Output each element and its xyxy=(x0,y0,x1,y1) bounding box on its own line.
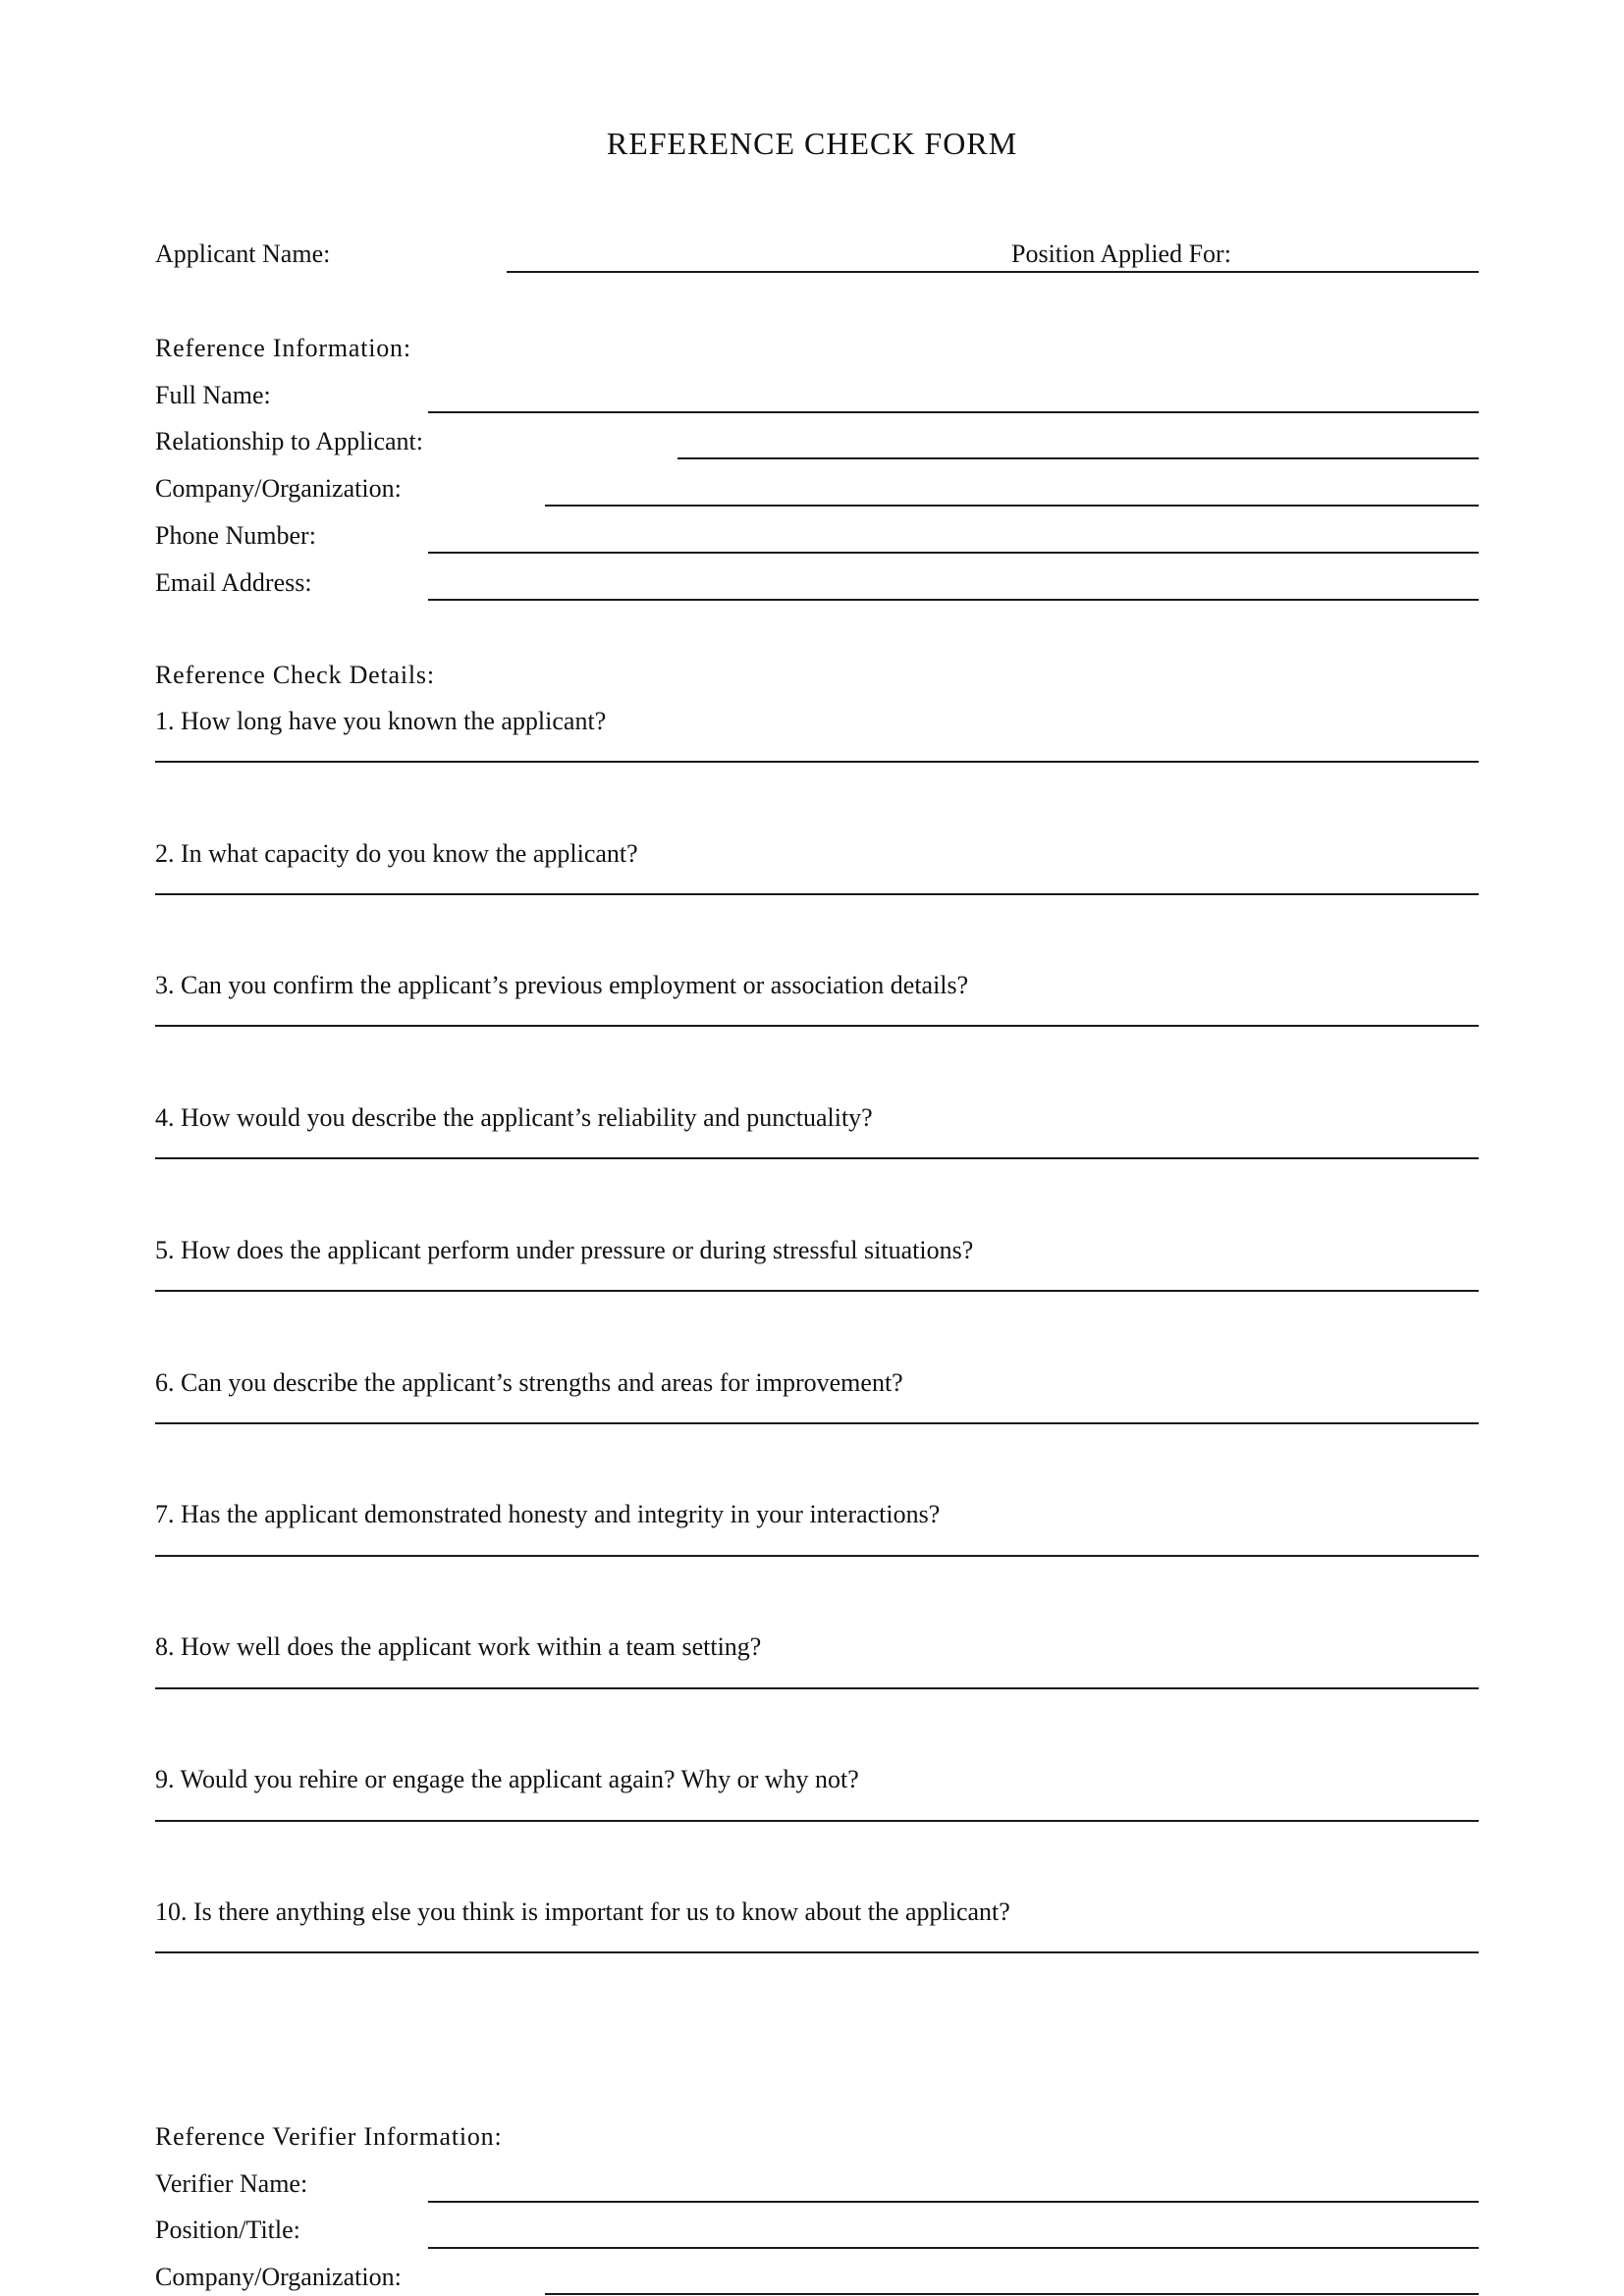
answer-line-10[interactable] xyxy=(155,1951,1479,1953)
phone-line[interactable] xyxy=(428,552,1479,554)
question-3: 3. Can you confirm the applicant’s previous employment or association details? xyxy=(155,971,969,999)
verifier-position-label: Position/Title: xyxy=(155,2216,300,2244)
details-heading: Reference Check Details: xyxy=(155,661,435,689)
question-9: 9. Would you rehire or engage the applicant again? Why or why not? xyxy=(155,1765,859,1793)
answer-line-4[interactable] xyxy=(155,1157,1479,1159)
question-1: 1. How long have you known the applicant? xyxy=(155,707,607,735)
position-applied-label: Position Applied For: xyxy=(1011,240,1231,268)
company-label: Company/Organization: xyxy=(155,474,402,503)
answer-line-2[interactable] xyxy=(155,893,1479,895)
answer-line-1[interactable] xyxy=(155,761,1479,763)
email-line[interactable] xyxy=(428,599,1479,601)
verifier-company-label: Company/Organization: xyxy=(155,2263,402,2291)
question-5: 5. How does the applicant perform under pressure or during stressful situations? xyxy=(155,1236,974,1264)
question-7: 7. Has the applicant demonstrated honesty and integrity in your interactions? xyxy=(155,1500,941,1528)
answer-line-8[interactable] xyxy=(155,1687,1479,1689)
question-2: 2. In what capacity do you know the applicant? xyxy=(155,839,638,868)
verifier-name-label: Verifier Name: xyxy=(155,2169,308,2198)
applicant-name-line[interactable] xyxy=(507,271,1479,273)
relationship-line[interactable] xyxy=(677,457,1479,459)
applicant-name-label: Applicant Name: xyxy=(155,240,331,268)
answer-line-6[interactable] xyxy=(155,1422,1479,1424)
full-name-label: Full Name: xyxy=(155,381,271,409)
relationship-label: Relationship to Applicant: xyxy=(155,427,423,455)
question-10: 10. Is there anything else you think is important for us to know about the applicant? xyxy=(155,1897,1010,1926)
question-8: 8. How well does the applicant work within a team setting? xyxy=(155,1632,762,1661)
answer-line-9[interactable] xyxy=(155,1820,1479,1822)
answer-line-5[interactable] xyxy=(155,1290,1479,1292)
verifier-heading: Reference Verifier Information: xyxy=(155,2122,503,2151)
question-4: 4. How would you describe the applicant’s reliability and punctuality? xyxy=(155,1103,873,1132)
phone-label: Phone Number: xyxy=(155,521,316,550)
reference-info-heading: Reference Information: xyxy=(155,334,411,362)
verifier-position-line[interactable] xyxy=(428,2247,1479,2249)
email-label: Email Address: xyxy=(155,568,312,597)
question-6: 6. Can you describe the applicant’s strengths and areas for improvement? xyxy=(155,1368,903,1397)
answer-line-7[interactable] xyxy=(155,1555,1479,1557)
full-name-line[interactable] xyxy=(428,411,1479,413)
form-title: REFERENCE CHECK FORM xyxy=(606,126,1018,161)
answer-line-3[interactable] xyxy=(155,1025,1479,1027)
verifier-company-line[interactable] xyxy=(545,2293,1479,2295)
verifier-name-line[interactable] xyxy=(428,2201,1479,2203)
company-line[interactable] xyxy=(545,505,1479,507)
